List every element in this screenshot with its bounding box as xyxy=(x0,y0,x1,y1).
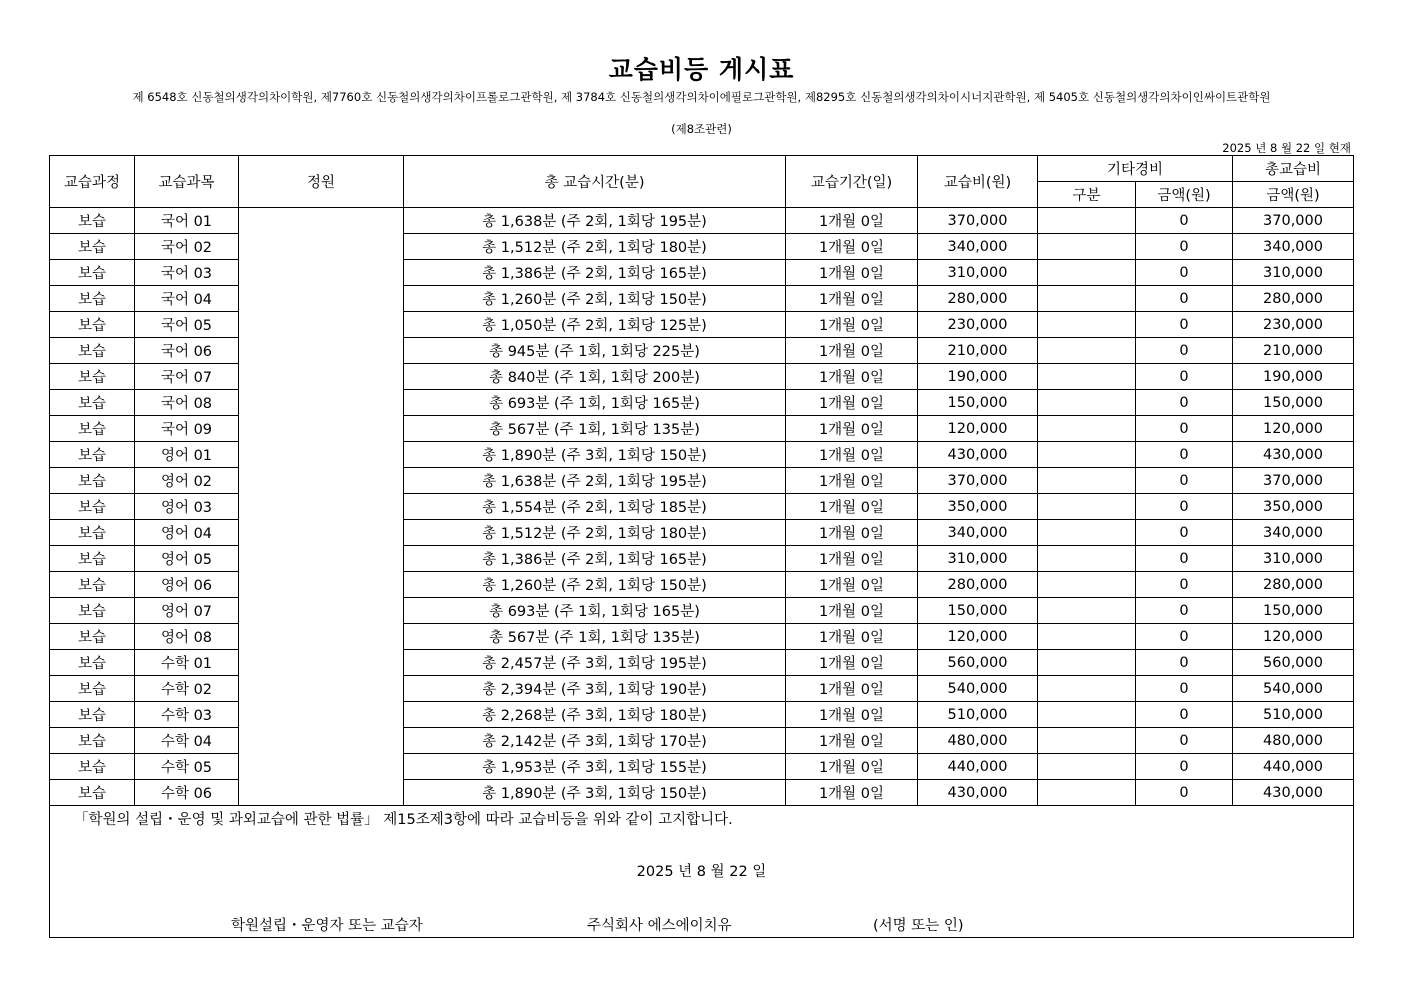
cell-tuition: 430,000 xyxy=(918,780,1038,806)
cell-period: 1개월 0일 xyxy=(786,494,918,520)
notice-section xyxy=(50,806,1354,938)
cell-subject: 영어 05 xyxy=(135,546,239,572)
cell-other-category xyxy=(1038,598,1136,624)
cell-total-time: 총 1,386분 (주 2회, 1회당 165분) xyxy=(404,546,786,572)
cell-other-category xyxy=(1038,364,1136,390)
cell-other-amount: 0 xyxy=(1136,728,1233,754)
cell-course: 보습 xyxy=(50,494,135,520)
cell-period: 1개월 0일 xyxy=(786,442,918,468)
cell-course: 보습 xyxy=(50,286,135,312)
cell-tuition: 280,000 xyxy=(918,286,1038,312)
cell-other-amount: 0 xyxy=(1136,286,1233,312)
cell-tuition: 310,000 xyxy=(918,260,1038,286)
registration-numbers: 제 6548호 신동철의생각의차이학원, 제7760호 신동철의생각의차이프롤로그관학원, 제 3784호 신동철의생각의차이에필로그관학원, 제8295호 신동철의생각의차이시너지관학원, 제 5405호 신동철의생각의차이인싸이트관학원 xyxy=(132,90,1271,104)
cell-other-amount: 0 xyxy=(1136,598,1233,624)
cell-period: 1개월 0일 xyxy=(786,208,918,234)
operator-name: 주식회사 에스에이치유 xyxy=(587,918,732,934)
cell-total-fee: 280,000 xyxy=(1233,286,1354,312)
header-tuition: 교습비(원) xyxy=(918,156,1038,208)
cell-other-amount: 0 xyxy=(1136,546,1233,572)
cell-course: 보습 xyxy=(50,468,135,494)
cell-total-time: 총 693분 (주 1회, 1회당 165분) xyxy=(404,390,786,416)
header-other-expenses: 기타경비 xyxy=(1038,156,1233,182)
cell-other-category xyxy=(1038,780,1136,806)
cell-total-time: 총 1,953분 (주 3회, 1회당 155분) xyxy=(404,754,786,780)
cell-total-time: 총 1,638분 (주 2회, 1회당 195분) xyxy=(404,468,786,494)
cell-course: 보습 xyxy=(50,780,135,806)
cell-total-time: 총 1,050분 (주 2회, 1회당 125분) xyxy=(404,312,786,338)
cell-course: 보습 xyxy=(50,416,135,442)
cell-course: 보습 xyxy=(50,312,135,338)
cell-total-fee: 310,000 xyxy=(1233,546,1354,572)
cell-tuition: 560,000 xyxy=(918,650,1038,676)
header-total-amount: 금액(원) xyxy=(1233,182,1354,208)
cell-course: 보습 xyxy=(50,676,135,702)
cell-other-category xyxy=(1038,650,1136,676)
cell-tuition: 370,000 xyxy=(918,468,1038,494)
cell-other-amount: 0 xyxy=(1136,494,1233,520)
cell-total-time: 총 693분 (주 1회, 1회당 165분) xyxy=(404,598,786,624)
cell-subject: 국어 04 xyxy=(135,286,239,312)
cell-other-amount: 0 xyxy=(1136,312,1233,338)
cell-period: 1개월 0일 xyxy=(786,780,918,806)
cell-other-amount: 0 xyxy=(1136,520,1233,546)
cell-period: 1개월 0일 xyxy=(786,624,918,650)
cell-other-amount: 0 xyxy=(1136,780,1233,806)
cell-total-fee: 210,000 xyxy=(1233,338,1354,364)
cell-total-time: 총 567분 (주 1회, 1회당 135분) xyxy=(404,624,786,650)
cell-other-category xyxy=(1038,494,1136,520)
cell-period: 1개월 0일 xyxy=(786,390,918,416)
cell-other-category xyxy=(1038,286,1136,312)
cell-subject: 국어 01 xyxy=(135,208,239,234)
cell-period: 1개월 0일 xyxy=(786,676,918,702)
cell-other-category xyxy=(1038,312,1136,338)
cell-total-fee: 310,000 xyxy=(1233,260,1354,286)
cell-total-time: 총 1,512분 (주 2회, 1회당 180분) xyxy=(404,520,786,546)
cell-other-amount: 0 xyxy=(1136,338,1233,364)
cell-total-fee: 230,000 xyxy=(1233,312,1354,338)
cell-period: 1개월 0일 xyxy=(786,338,918,364)
cell-course: 보습 xyxy=(50,520,135,546)
cell-subject: 수학 04 xyxy=(135,728,239,754)
cell-total-time: 총 2,142분 (주 3회, 1회당 170분) xyxy=(404,728,786,754)
cell-other-category xyxy=(1038,754,1136,780)
header-total-time: 총 교습시간(분) xyxy=(404,156,786,208)
cell-total-time: 총 1,386분 (주 2회, 1회당 165분) xyxy=(404,260,786,286)
cell-tuition: 430,000 xyxy=(918,442,1038,468)
cell-tuition: 230,000 xyxy=(918,312,1038,338)
cell-course: 보습 xyxy=(50,390,135,416)
cell-period: 1개월 0일 xyxy=(786,546,918,572)
cell-tuition: 350,000 xyxy=(918,494,1038,520)
cell-period: 1개월 0일 xyxy=(786,234,918,260)
cell-subject: 국어 02 xyxy=(135,234,239,260)
table-row xyxy=(50,208,1354,234)
clause-reference: (제8조관련) xyxy=(671,122,732,136)
cell-total-fee: 560,000 xyxy=(1233,650,1354,676)
cell-total-fee: 540,000 xyxy=(1233,676,1354,702)
cell-other-amount: 0 xyxy=(1136,364,1233,390)
cell-period: 1개월 0일 xyxy=(786,260,918,286)
header-other-amount: 금액(원) xyxy=(1136,182,1233,208)
cell-course: 보습 xyxy=(50,650,135,676)
cell-total-fee: 480,000 xyxy=(1233,728,1354,754)
cell-other-category xyxy=(1038,416,1136,442)
cell-other-amount: 0 xyxy=(1136,650,1233,676)
cell-course: 보습 xyxy=(50,702,135,728)
cell-other-amount: 0 xyxy=(1136,416,1233,442)
cell-total-time: 총 1,554분 (주 2회, 1회당 185분) xyxy=(404,494,786,520)
cell-tuition: 510,000 xyxy=(918,702,1038,728)
cell-tuition: 480,000 xyxy=(918,728,1038,754)
cell-tuition: 120,000 xyxy=(918,624,1038,650)
cell-tuition: 280,000 xyxy=(918,572,1038,598)
cell-subject: 영어 04 xyxy=(135,520,239,546)
cell-other-category xyxy=(1038,208,1136,234)
cell-total-fee: 150,000 xyxy=(1233,390,1354,416)
cell-subject: 수학 01 xyxy=(135,650,239,676)
cell-capacity xyxy=(239,208,404,806)
signature-placeholder: (서명 또는 인) xyxy=(873,918,964,934)
cell-course: 보습 xyxy=(50,338,135,364)
cell-other-amount: 0 xyxy=(1136,390,1233,416)
cell-total-fee: 430,000 xyxy=(1233,780,1354,806)
cell-total-fee: 440,000 xyxy=(1233,754,1354,780)
cell-total-time: 총 840분 (주 1회, 1회당 200분) xyxy=(404,364,786,390)
cell-other-category xyxy=(1038,572,1136,598)
cell-period: 1개월 0일 xyxy=(786,728,918,754)
cell-other-category xyxy=(1038,234,1136,260)
page-title: 교습비등 게시표 xyxy=(608,55,795,84)
cell-subject: 영어 06 xyxy=(135,572,239,598)
cell-total-time: 총 1,638분 (주 2회, 1회당 195분) xyxy=(404,208,786,234)
cell-total-fee: 340,000 xyxy=(1233,234,1354,260)
cell-total-fee: 280,000 xyxy=(1233,572,1354,598)
header-subject: 교습과목 xyxy=(135,156,239,208)
tuition-table xyxy=(49,155,1354,938)
cell-tuition: 310,000 xyxy=(918,546,1038,572)
as-of-date: 2025 년 8 월 22 일 현재 xyxy=(1222,141,1351,155)
cell-total-fee: 370,000 xyxy=(1233,208,1354,234)
cell-tuition: 440,000 xyxy=(918,754,1038,780)
cell-period: 1개월 0일 xyxy=(786,364,918,390)
cell-subject: 국어 07 xyxy=(135,364,239,390)
cell-subject: 국어 09 xyxy=(135,416,239,442)
cell-other-category xyxy=(1038,442,1136,468)
header-total-fee: 총교습비 xyxy=(1233,156,1354,182)
cell-course: 보습 xyxy=(50,598,135,624)
cell-total-time: 총 945분 (주 1회, 1회당 225분) xyxy=(404,338,786,364)
cell-tuition: 120,000 xyxy=(918,416,1038,442)
cell-period: 1개월 0일 xyxy=(786,416,918,442)
cell-total-time: 총 1,890분 (주 3회, 1회당 150분) xyxy=(404,442,786,468)
cell-other-category xyxy=(1038,728,1136,754)
cell-period: 1개월 0일 xyxy=(786,650,918,676)
cell-total-time: 총 2,394분 (주 3회, 1회당 190분) xyxy=(404,676,786,702)
cell-total-fee: 120,000 xyxy=(1233,624,1354,650)
cell-total-fee: 510,000 xyxy=(1233,702,1354,728)
header-period: 교습기간(일) xyxy=(786,156,918,208)
cell-period: 1개월 0일 xyxy=(786,468,918,494)
cell-period: 1개월 0일 xyxy=(786,754,918,780)
cell-total-fee: 190,000 xyxy=(1233,364,1354,390)
cell-total-time: 총 1,260분 (주 2회, 1회당 150분) xyxy=(404,572,786,598)
cell-subject: 국어 08 xyxy=(135,390,239,416)
notice-date: 2025 년 8 월 22 일 xyxy=(636,864,767,880)
cell-other-category xyxy=(1038,546,1136,572)
cell-total-fee: 150,000 xyxy=(1233,598,1354,624)
cell-other-category xyxy=(1038,390,1136,416)
cell-subject: 국어 03 xyxy=(135,260,239,286)
header-course: 교습과정 xyxy=(50,156,135,208)
cell-other-amount: 0 xyxy=(1136,754,1233,780)
cell-other-amount: 0 xyxy=(1136,442,1233,468)
cell-other-amount: 0 xyxy=(1136,676,1233,702)
cell-total-time: 총 1,890분 (주 3회, 1회당 150분) xyxy=(404,780,786,806)
cell-other-amount: 0 xyxy=(1136,260,1233,286)
cell-other-amount: 0 xyxy=(1136,234,1233,260)
cell-subject: 수학 05 xyxy=(135,754,239,780)
header-capacity: 정원 xyxy=(239,156,404,208)
cell-total-fee: 340,000 xyxy=(1233,520,1354,546)
cell-subject: 영어 07 xyxy=(135,598,239,624)
cell-other-category xyxy=(1038,702,1136,728)
cell-other-amount: 0 xyxy=(1136,468,1233,494)
cell-subject: 영어 08 xyxy=(135,624,239,650)
cell-tuition: 150,000 xyxy=(918,390,1038,416)
cell-other-category xyxy=(1038,260,1136,286)
cell-course: 보습 xyxy=(50,546,135,572)
cell-tuition: 210,000 xyxy=(918,338,1038,364)
cell-other-category xyxy=(1038,468,1136,494)
cell-period: 1개월 0일 xyxy=(786,312,918,338)
cell-total-fee: 120,000 xyxy=(1233,416,1354,442)
footer-row xyxy=(50,806,1354,938)
cell-period: 1개월 0일 xyxy=(786,702,918,728)
cell-other-amount: 0 xyxy=(1136,624,1233,650)
cell-tuition: 370,000 xyxy=(918,208,1038,234)
cell-other-amount: 0 xyxy=(1136,702,1233,728)
cell-total-time: 총 1,260분 (주 2회, 1회당 150분) xyxy=(404,286,786,312)
cell-tuition: 540,000 xyxy=(918,676,1038,702)
cell-tuition: 150,000 xyxy=(918,598,1038,624)
cell-tuition: 340,000 xyxy=(918,234,1038,260)
cell-tuition: 190,000 xyxy=(918,364,1038,390)
cell-subject: 수학 02 xyxy=(135,676,239,702)
cell-total-fee: 430,000 xyxy=(1233,442,1354,468)
cell-course: 보습 xyxy=(50,260,135,286)
cell-other-category xyxy=(1038,624,1136,650)
cell-other-category xyxy=(1038,520,1136,546)
operator-label: 학원설립・운영자 또는 교습자 xyxy=(231,918,423,934)
cell-subject: 국어 06 xyxy=(135,338,239,364)
cell-course: 보습 xyxy=(50,442,135,468)
cell-total-time: 총 2,268분 (주 3회, 1회당 180분) xyxy=(404,702,786,728)
cell-course: 보습 xyxy=(50,208,135,234)
cell-other-amount: 0 xyxy=(1136,572,1233,598)
cell-other-category xyxy=(1038,676,1136,702)
header-other-category: 구분 xyxy=(1038,182,1136,208)
cell-course: 보습 xyxy=(50,234,135,260)
cell-course: 보습 xyxy=(50,624,135,650)
cell-subject: 수학 03 xyxy=(135,702,239,728)
cell-course: 보습 xyxy=(50,364,135,390)
table-body xyxy=(50,208,1354,938)
cell-tuition: 340,000 xyxy=(918,520,1038,546)
cell-subject: 수학 06 xyxy=(135,780,239,806)
cell-course: 보습 xyxy=(50,728,135,754)
law-notice: 「학원의 설립・운영 및 과외교습에 관한 법률」 제15조제3항에 따라 교습비등을 위와 같이 고지합니다. xyxy=(74,812,733,828)
cell-other-amount: 0 xyxy=(1136,208,1233,234)
cell-total-time: 총 567분 (주 1회, 1회당 135분) xyxy=(404,416,786,442)
cell-total-time: 총 1,512분 (주 2회, 1회당 180분) xyxy=(404,234,786,260)
cell-period: 1개월 0일 xyxy=(786,598,918,624)
cell-total-fee: 350,000 xyxy=(1233,494,1354,520)
cell-period: 1개월 0일 xyxy=(786,520,918,546)
cell-course: 보습 xyxy=(50,572,135,598)
cell-other-category xyxy=(1038,338,1136,364)
cell-subject: 영어 03 xyxy=(135,494,239,520)
cell-subject: 영어 01 xyxy=(135,442,239,468)
cell-subject: 국어 05 xyxy=(135,312,239,338)
cell-course: 보습 xyxy=(50,754,135,780)
cell-period: 1개월 0일 xyxy=(786,572,918,598)
cell-subject: 영어 02 xyxy=(135,468,239,494)
cell-total-time: 총 2,457분 (주 3회, 1회당 195분) xyxy=(404,650,786,676)
cell-period: 1개월 0일 xyxy=(786,286,918,312)
cell-total-fee: 370,000 xyxy=(1233,468,1354,494)
